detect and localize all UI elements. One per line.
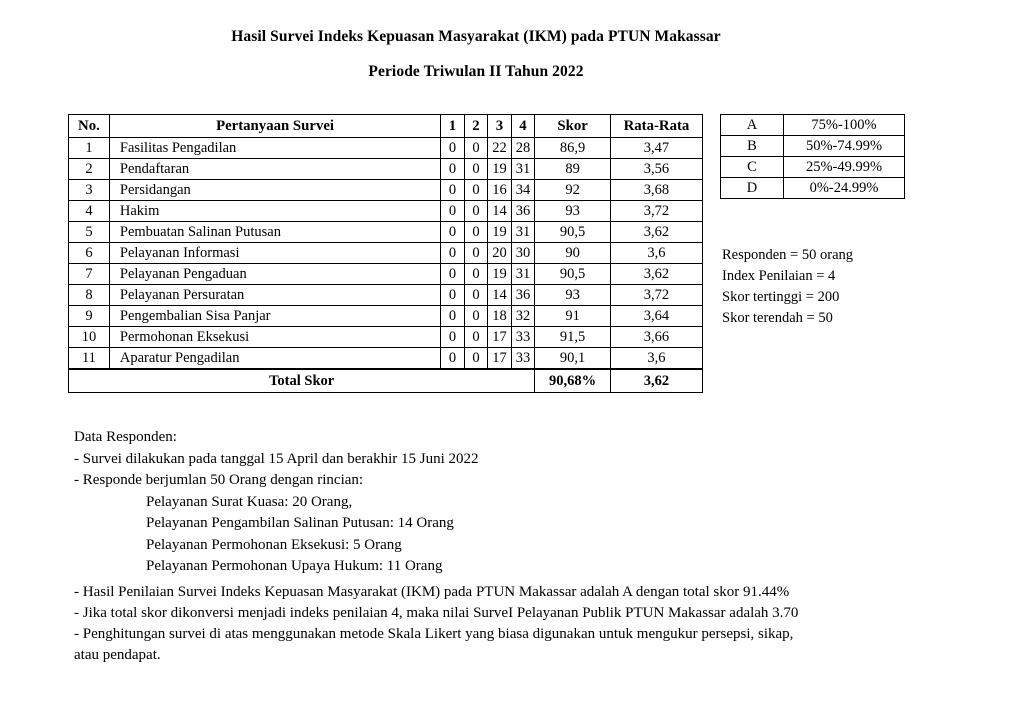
cell-score-2: 0	[464, 243, 488, 264]
respondent-data-heading: Data Responden:	[74, 429, 177, 445]
cell-no: 2	[69, 159, 110, 180]
grade-letter: C	[721, 157, 784, 178]
cell-rata-rata: 3,66	[610, 327, 702, 348]
table-row	[69, 243, 703, 264]
cell-skor: 89	[535, 159, 611, 180]
table-row	[69, 201, 703, 222]
cell-question: Aparatur Pengadilan	[109, 348, 440, 370]
cell-question: Permohonan Eksekusi	[109, 327, 440, 348]
total-row	[69, 369, 703, 393]
grade-range: 25%-49.99%	[784, 157, 905, 178]
parameter-skor-terendah: Skor terendah = 50	[722, 310, 833, 326]
grade-scale-row	[721, 136, 905, 157]
cell-no: 10	[69, 327, 110, 348]
cell-score-1: 0	[441, 222, 465, 243]
grade-letter: A	[721, 115, 784, 136]
cell-score-1: 0	[441, 285, 465, 306]
column-header-score-4: 4	[511, 115, 535, 138]
cell-score-4: 32	[511, 306, 535, 327]
cell-rata-rata: 3,62	[610, 264, 702, 285]
parameter-responden: Responden = 50 orang	[722, 247, 854, 263]
cell-score-1: 0	[441, 138, 465, 159]
cell-score-3: 17	[488, 348, 512, 370]
cell-question: Pelayanan Informasi	[109, 243, 440, 264]
cell-no: 3	[69, 180, 110, 201]
respondent-detail-salinan-putusan: Pelayanan Pengambilan Salinan Putusan: 14 Orang	[146, 515, 454, 531]
column-header-skor: Skor	[535, 115, 611, 138]
grade-range: 50%-74.99%	[784, 136, 905, 157]
table-row	[69, 348, 703, 370]
cell-score-3: 14	[488, 285, 512, 306]
cell-score-4: 30	[511, 243, 535, 264]
cell-no: 5	[69, 222, 110, 243]
survey-table-body	[69, 138, 703, 370]
column-header-no: No.	[69, 115, 110, 138]
page-title	[0, 28, 952, 80]
cell-score-2: 0	[464, 348, 488, 370]
conclusion-line-grade: - Hasil Penilaian Survei Indeks Kepuasan Masyarakat (IKM) pada PTUN Makassar adalah A dengan total skor 91.44%	[74, 584, 790, 600]
survey-table	[68, 114, 703, 393]
cell-score-1: 0	[441, 306, 465, 327]
cell-skor: 86,9	[535, 138, 611, 159]
cell-rata-rata: 3,68	[610, 180, 702, 201]
cell-score-3: 19	[488, 222, 512, 243]
conclusion-line-method: - Penghitungan survei di atas menggunakan metode Skala Likert yang biasa digunakan untuk mengukur persepsi, sikap,	[74, 626, 794, 642]
total-rata-rata: 3,62	[610, 369, 702, 393]
table-row	[69, 180, 703, 201]
cell-score-2: 0	[464, 327, 488, 348]
grade-range: 0%-24.99%	[784, 178, 905, 199]
column-header-score-2: 2	[464, 115, 488, 138]
cell-score-4: 36	[511, 201, 535, 222]
cell-score-2: 0	[464, 264, 488, 285]
cell-score-4: 31	[511, 264, 535, 285]
cell-no: 1	[69, 138, 110, 159]
cell-question: Pembuatan Salinan Putusan	[109, 222, 440, 243]
table-row	[69, 264, 703, 285]
column-header-score-3: 3	[488, 115, 512, 138]
cell-score-2: 0	[464, 306, 488, 327]
cell-question: Pengembalian Sisa Panjar	[109, 306, 440, 327]
cell-score-2: 0	[464, 285, 488, 306]
respondent-detail-upaya-hukum: Pelayanan Permohonan Upaya Hukum: 11 Orang	[146, 558, 443, 574]
cell-no: 9	[69, 306, 110, 327]
grade-scale-row	[721, 178, 905, 199]
cell-rata-rata: 3,64	[610, 306, 702, 327]
column-header-rata-rata: Rata-Rata	[610, 115, 702, 138]
grade-scale-row	[721, 115, 905, 136]
grade-scale-table	[720, 114, 905, 199]
column-header-question: Pertanyaan Survei	[109, 115, 440, 138]
cell-skor: 93	[535, 201, 611, 222]
cell-no: 7	[69, 264, 110, 285]
cell-score-3: 20	[488, 243, 512, 264]
respondent-detail-eksekusi: Pelayanan Permohonan Eksekusi: 5 Orang	[146, 536, 402, 553]
cell-score-3: 22	[488, 138, 512, 159]
cell-score-3: 14	[488, 201, 512, 222]
conclusion-line-index: - Jika total skor dikonversi menjadi indeks penilaian 4, maka nilai SurveI Pelayanan Publik PTUN Makassar adalah 3.70	[74, 605, 799, 621]
cell-skor: 93	[535, 285, 611, 306]
page-title-line-1: Hasil Survei Indeks Kepuasan Masyarakat (IKM) pada PTUN Makassar	[231, 28, 721, 45]
grade-letter: B	[721, 136, 784, 157]
cell-score-3: 17	[488, 327, 512, 348]
cell-score-3: 16	[488, 180, 512, 201]
parameter-index-penilaian: Index Penilaian = 4	[722, 268, 836, 284]
total-skor: 90,68%	[535, 369, 611, 393]
cell-no: 4	[69, 201, 110, 222]
cell-score-3: 19	[488, 159, 512, 180]
cell-score-4: 34	[511, 180, 535, 201]
table-row	[69, 222, 703, 243]
table-row	[69, 327, 703, 348]
cell-score-1: 0	[441, 180, 465, 201]
cell-no: 11	[69, 348, 110, 370]
cell-score-2: 0	[464, 222, 488, 243]
conclusion-line-method-cont: atau pendapat.	[74, 647, 161, 663]
survey-parameters-block	[722, 245, 853, 329]
total-label: Total Skor	[69, 369, 535, 393]
cell-question: Pelayanan Pengaduan	[109, 264, 440, 285]
cell-skor: 90,5	[535, 264, 611, 285]
cell-no: 6	[69, 243, 110, 264]
table-row	[69, 285, 703, 306]
cell-score-4: 33	[511, 327, 535, 348]
cell-score-1: 0	[441, 159, 465, 180]
table-row	[69, 306, 703, 327]
cell-score-3: 18	[488, 306, 512, 327]
cell-score-4: 36	[511, 285, 535, 306]
conclusion-block	[74, 581, 914, 666]
cell-rata-rata: 3,6	[610, 348, 702, 370]
cell-score-2: 0	[464, 138, 488, 159]
table-header-row	[69, 115, 703, 138]
cell-question: Pendaftaran	[109, 159, 440, 180]
respondent-note-count: - Responde berjumlan 50 Orang dengan rincian:	[74, 472, 364, 488]
cell-score-1: 0	[441, 264, 465, 285]
grade-scale-table-container	[720, 114, 905, 199]
cell-rata-rata: 3,47	[610, 138, 702, 159]
page-title-line-2: Periode Triwulan II Tahun 2022	[368, 63, 584, 80]
cell-score-4: 31	[511, 222, 535, 243]
cell-rata-rata: 3,62	[610, 222, 702, 243]
cell-skor: 91	[535, 306, 611, 327]
grade-scale-row	[721, 157, 905, 178]
parameter-skor-tertinggi: Skor tertinggi = 200	[722, 289, 840, 305]
cell-question: Persidangan	[109, 180, 440, 201]
cell-score-3: 19	[488, 264, 512, 285]
cell-score-2: 0	[464, 159, 488, 180]
column-header-score-1: 1	[441, 115, 465, 138]
cell-score-2: 0	[464, 201, 488, 222]
survey-table-container	[68, 114, 703, 393]
cell-score-4: 33	[511, 348, 535, 370]
grade-scale-table-body	[721, 115, 905, 199]
grade-letter: D	[721, 178, 784, 199]
cell-rata-rata: 3,6	[610, 243, 702, 264]
grade-range: 75%-100%	[784, 115, 905, 136]
survey-table-footer	[69, 369, 703, 393]
cell-rata-rata: 3,56	[610, 159, 702, 180]
cell-skor: 90,1	[535, 348, 611, 370]
respondent-note-date: - Survei dilakukan pada tanggal 15 April dan berakhir 15 Juni 2022	[74, 450, 479, 467]
cell-score-4: 31	[511, 159, 535, 180]
cell-score-1: 0	[441, 348, 465, 370]
cell-rata-rata: 3,72	[610, 201, 702, 222]
cell-skor: 92	[535, 180, 611, 201]
cell-skor: 90,5	[535, 222, 611, 243]
cell-rata-rata: 3,72	[610, 285, 702, 306]
cell-question: Hakim	[109, 201, 440, 222]
cell-score-1: 0	[441, 243, 465, 264]
cell-question: Pelayanan Persuratan	[109, 285, 440, 306]
respondent-data-block	[74, 427, 934, 578]
cell-score-2: 0	[464, 180, 488, 201]
cell-skor: 91,5	[535, 327, 611, 348]
table-row	[69, 159, 703, 180]
table-row	[69, 138, 703, 159]
cell-question: Fasilitas Pengadilan	[109, 138, 440, 159]
cell-score-4: 28	[511, 138, 535, 159]
cell-score-1: 0	[441, 327, 465, 348]
respondent-detail-surat-kuasa: Pelayanan Surat Kuasa: 20 Orang,	[146, 493, 353, 510]
cell-skor: 90	[535, 243, 611, 264]
survey-table-header	[69, 115, 703, 138]
cell-no: 8	[69, 285, 110, 306]
cell-score-1: 0	[441, 201, 465, 222]
